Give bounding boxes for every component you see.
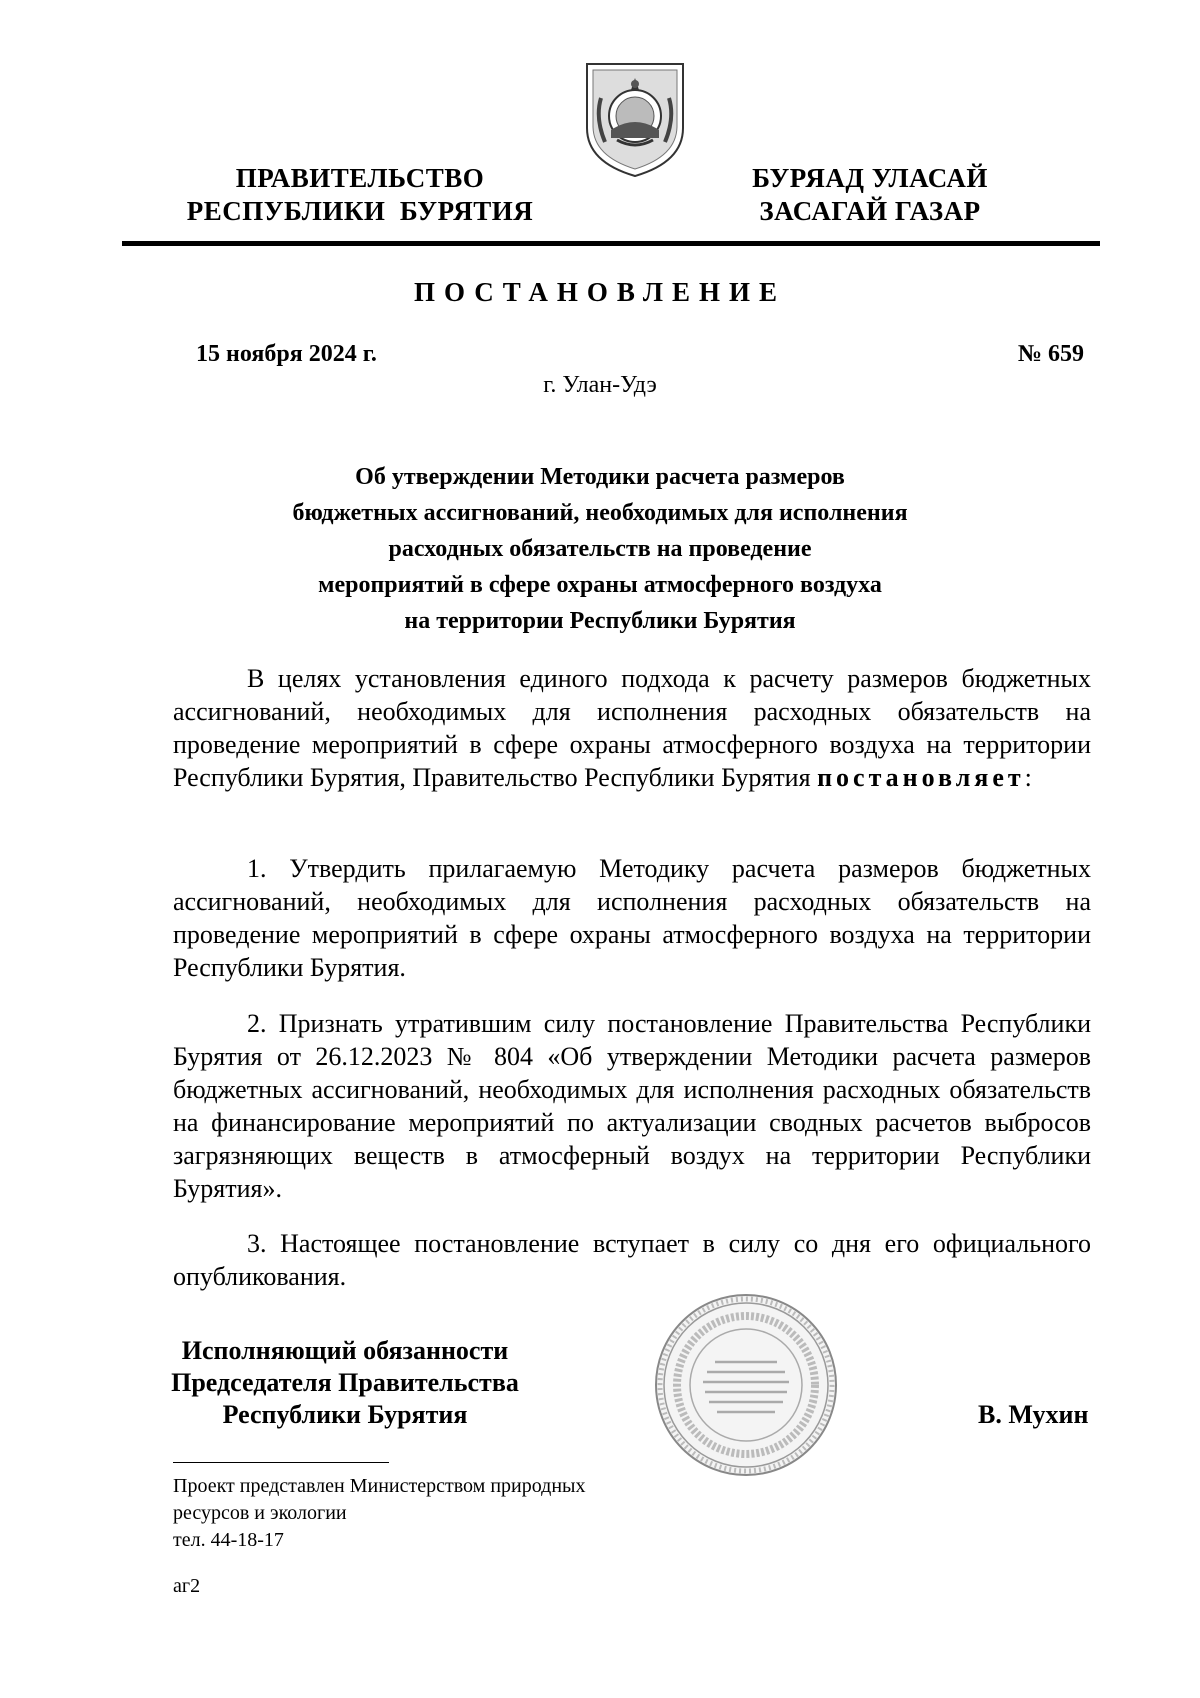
signatory-position-line2: Председателя Правительства [171, 1368, 519, 1397]
header-divider [122, 241, 1100, 246]
footnote-line2: ресурсов и экологии [173, 1502, 347, 1524]
title-line: Об утверждении Методики расчета размеров [355, 464, 845, 490]
document-title [200, 459, 1000, 639]
footnote-line1: Проект представлен Министерством природных [173, 1475, 586, 1497]
document-number: № 659 [1017, 341, 1084, 367]
decree-colon: : [1024, 763, 1032, 792]
signatory-position-line3: Республики Бурятия [222, 1400, 468, 1429]
org-name-ru-line2: РЕСПУБЛИКИ БУРЯТИЯ [186, 196, 534, 226]
document-code: аг2 [173, 1575, 201, 1597]
document-city: г. Улан-Удэ [543, 372, 657, 398]
signatory-name: В. Мухин [978, 1400, 1089, 1429]
footnote-divider [173, 1462, 389, 1463]
org-name-buryat-line1: БУРЯАД УЛАСАЙ [752, 163, 988, 193]
document-type: ПОСТАНОВЛЕНИЕ [413, 277, 787, 307]
preamble-text: В целях установления единого подхода к расчету размеров бюджетных ассигнований, необходимых для исполнения расходных обязательств на проведение мероприятий в сфере охраны атмосферного воздуха на территории Республики Бурятия, Правительство Республики Бурятия [173, 664, 1091, 792]
clause-3: 3. Настоящее постановление вступает в силу со дня его официального опубликования. [173, 1229, 1091, 1291]
footnote-phone: тел. 44-18-17 [173, 1529, 284, 1551]
title-line: на территории Республики Бурятия [404, 608, 796, 634]
org-name-ru [160, 162, 560, 228]
decree-verb: постановляет [817, 763, 1025, 792]
document-date: 15 ноября 2024 г. [196, 341, 377, 367]
coat-of-arms-icon [581, 58, 689, 180]
clause-2: 2. Признать утратившим силу постановление Правительства Республики Бурятия от 26.12.2023 № 804 «Об утверждении Методики расчета размеров бюджетных ассигнований, необходимых для исполнения расходных обязательств на финансирование мероприятий по актуализации сводных расчетов выбросов загрязняющих веществ в атмосферный воздух на территории Республики Бурятия». [173, 1009, 1091, 1203]
org-name-ru-line1: ПРАВИТЕЛЬСТВО [235, 163, 485, 193]
clause-1: 1. Утвердить прилагаемую Методику расчета размеров бюджетных ассигнований, необходимых для исполнения расходных обязательств на проведение мероприятий в сфере охраны атмосферного воздуха на территории Республики Бурятия. [173, 854, 1091, 982]
preamble-paragraph [173, 662, 1091, 794]
org-name-buryat-line2: ЗАСАГАЙ ГАЗАР [759, 196, 981, 226]
footnote [173, 1473, 585, 1554]
official-seal-icon [653, 1292, 839, 1478]
org-name-buryat [720, 162, 1020, 228]
title-line: бюджетных ассигнований, необходимых для исполнения [292, 500, 908, 526]
title-line: расходных обязательств на проведение [388, 536, 812, 562]
title-line: мероприятий в сфере охраны атмосферного воздуха [318, 572, 882, 598]
signatory-position [150, 1335, 540, 1431]
signatory-position-line1: Исполняющий обязанности [181, 1336, 509, 1365]
